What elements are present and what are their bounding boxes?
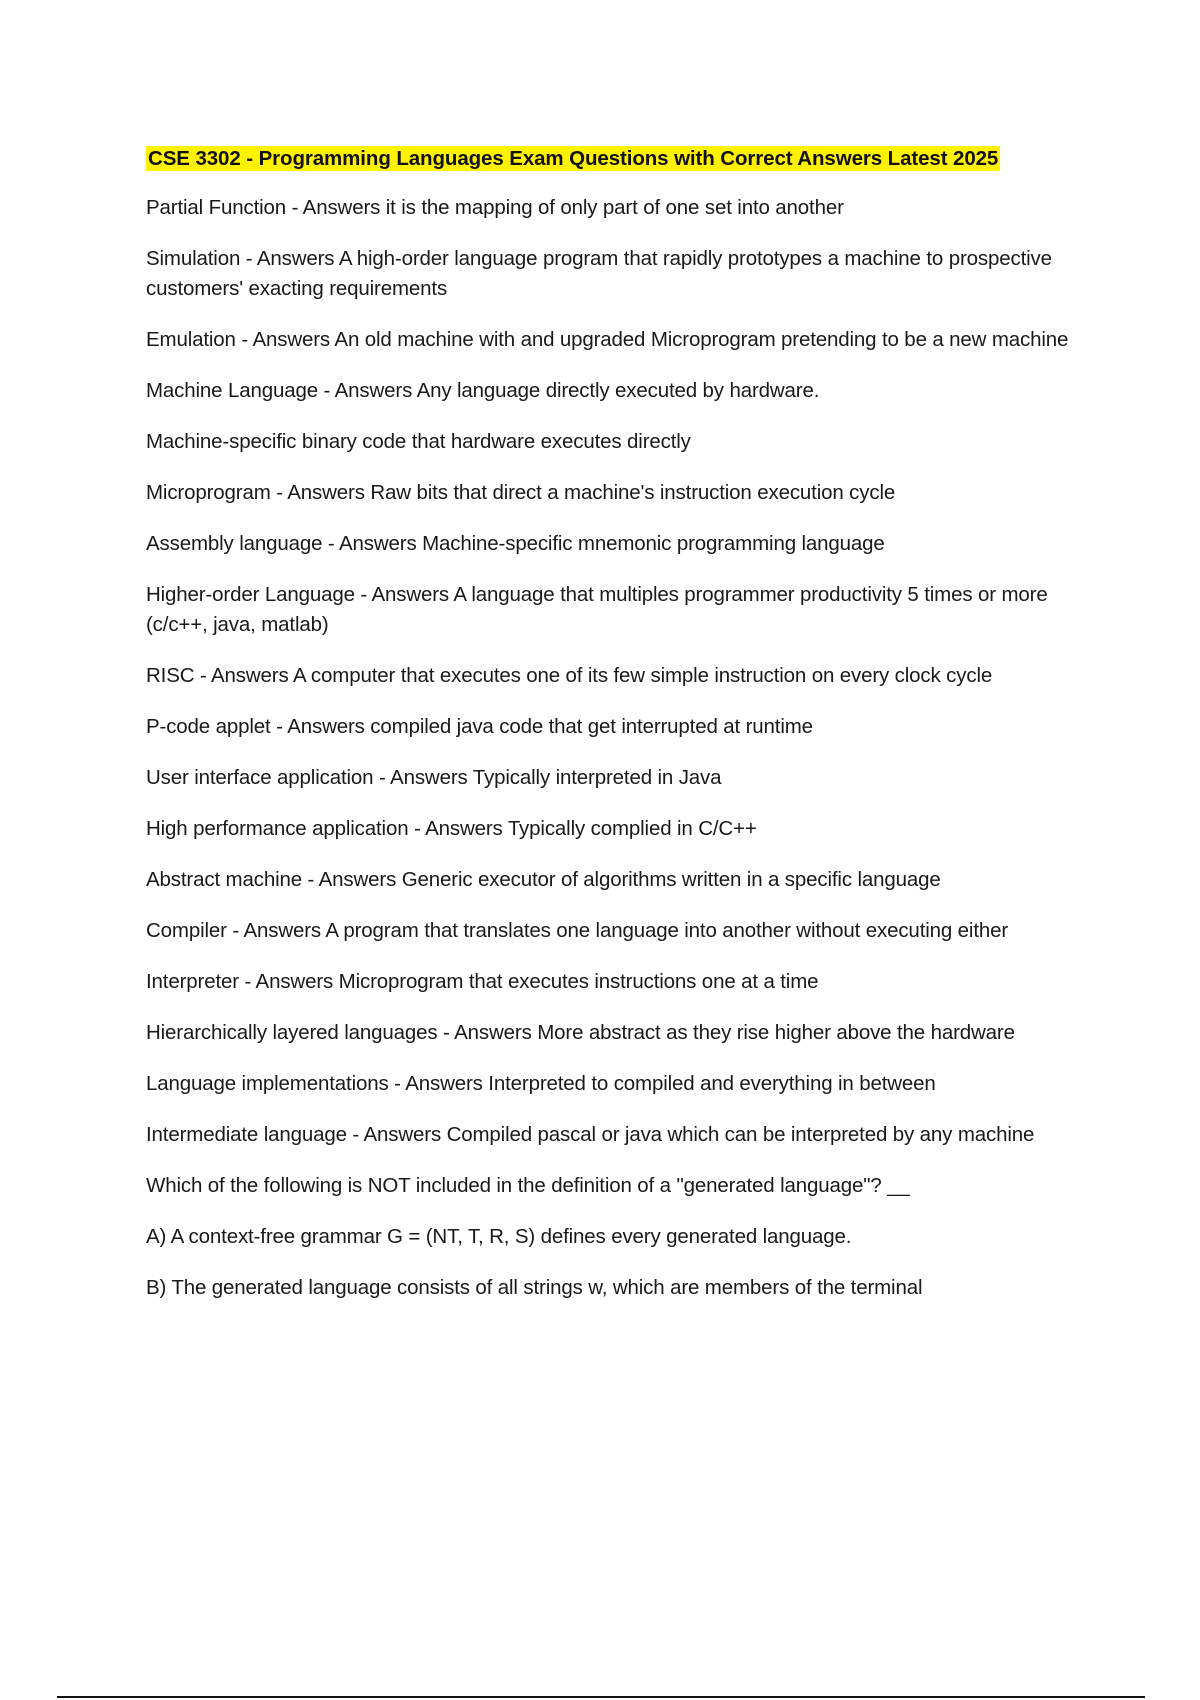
document-title: CSE 3302 - Programming Languages Exam Questions with Correct Answers Latest 2025	[148, 147, 999, 170]
paragraph-assembly-language: Assembly language - Answers Machine-specific mnemonic programming language	[146, 532, 885, 555]
paragraph-partial-function: Partial Function - Answers it is the mapping of only part of one set into another	[146, 196, 844, 219]
paragraph-p-code-applet: P-code applet - Answers compiled java code that get interrupted at runtime	[146, 715, 813, 738]
paragraph-machine-language: Machine Language - Answers Any language directly executed by hardware.	[146, 379, 820, 402]
paragraph-hierarchically-layered-languages: Hierarchically layered languages - Answers More abstract as they rise higher above the hardware	[146, 1021, 1015, 1044]
paragraph-option-a: A) A context-free grammar G = (NT, T, R, S) defines every generated language.	[146, 1225, 852, 1248]
footer-rule	[57, 1696, 1145, 1698]
document-body	[146, 145, 1096, 1324]
paragraph-simulation: Simulation - Answers A high-order language program that rapidly prototypes a machine to prospective customers' exacting requirements	[146, 247, 1052, 300]
paragraph-intermediate-language: Intermediate language - Answers Compiled pascal or java which can be interpreted by any machine	[146, 1123, 1035, 1146]
paragraph-question-generated-language: Which of the following is NOT included in the definition of a "generated language"? __	[146, 1174, 910, 1197]
paragraph-option-b: B) The generated language consists of all strings w, which are members of the terminal	[146, 1276, 923, 1299]
paragraph-interpreter: Interpreter - Answers Microprogram that executes instructions one at a time	[146, 970, 819, 993]
paragraph-high-performance-application: High performance application - Answers Typically complied in C/C++	[146, 817, 757, 840]
title-wrap	[146, 145, 1096, 173]
paragraph-compiler: Compiler - Answers A program that translates one language into another without executing either	[146, 919, 1009, 942]
paragraph-emulation: Emulation - Answers An old machine with and upgraded Microprogram pretending to be a new machine	[146, 328, 1069, 351]
paragraph-microprogram: Microprogram - Answers Raw bits that direct a machine's instruction execution cycle	[146, 481, 896, 504]
paragraph-higher-order-language: Higher-order Language - Answers A language that multiples programmer productivity 5 times or more (c/c++, java, matlab)	[146, 583, 1048, 636]
paragraph-abstract-machine: Abstract machine - Answers Generic executor of algorithms written in a specific language	[146, 868, 941, 891]
paragraph-risc: RISC - Answers A computer that executes one of its few simple instruction on every clock cycle	[146, 664, 993, 687]
paragraph-user-interface-application: User interface application - Answers Typically interpreted in Java	[146, 766, 722, 789]
paragraph-machine-specific-binary: Machine-specific binary code that hardware executes directly	[146, 430, 691, 453]
paragraph-language-implementations: Language implementations - Answers Interpreted to compiled and everything in between	[146, 1072, 936, 1095]
